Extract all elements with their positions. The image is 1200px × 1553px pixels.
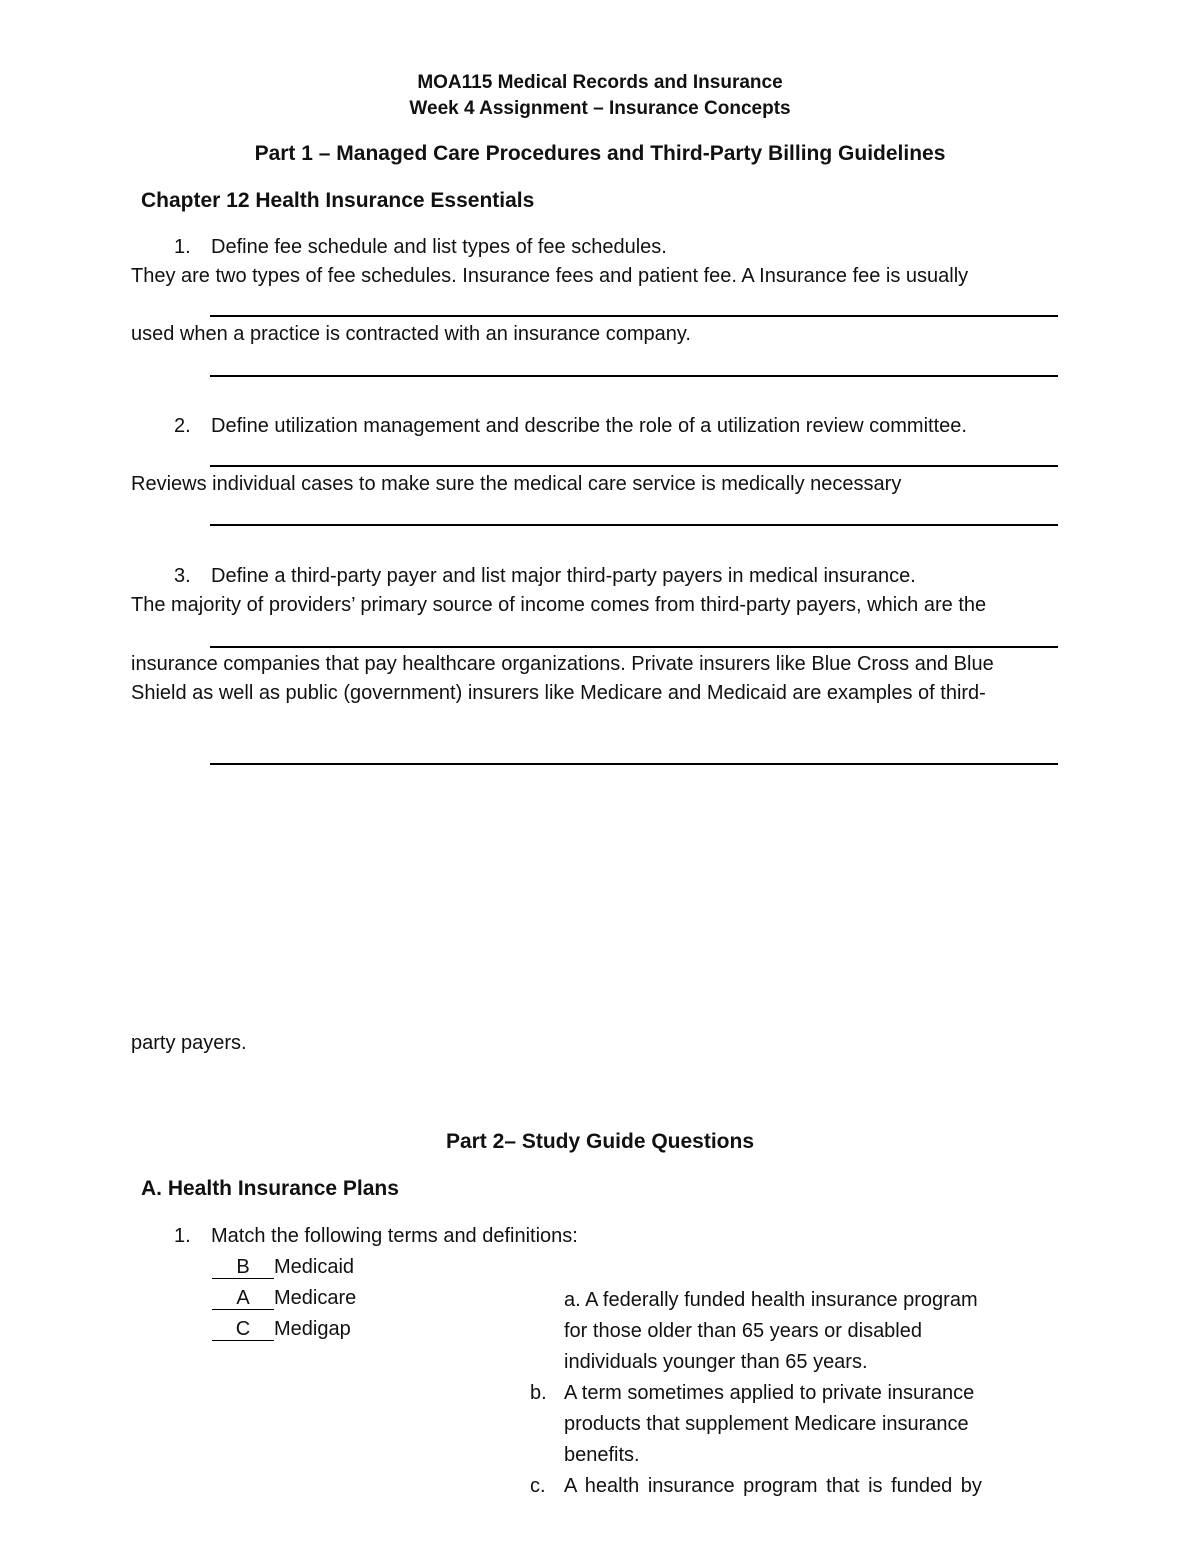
match-term: Medigap xyxy=(274,1318,351,1340)
answer-rule xyxy=(210,315,1058,317)
question-2-number: 2. xyxy=(174,415,191,437)
question-2-text: Define utilization management and describe the role of a utilization review committee. xyxy=(211,415,967,437)
answer-rule xyxy=(210,524,1058,526)
match-term: Medicaid xyxy=(274,1256,355,1278)
answer-1-line-2: used when a practice is contracted with an insurance company. xyxy=(131,323,691,345)
assignment-title: Week 4 Assignment – Insurance Concepts xyxy=(409,98,791,119)
definition-a-label: a. xyxy=(564,1289,581,1311)
definition-b-line-2: products that supplement Medicare insurance xyxy=(564,1413,969,1435)
definition-a-line-3: individuals younger than 65 years. xyxy=(564,1351,868,1373)
chapter-heading: Chapter 12 Health Insurance Essentials xyxy=(141,189,535,212)
part2-question-number: 1. xyxy=(174,1225,191,1247)
answer-3-line-2: insurance companies that pay healthcare organizations. Private insurers like Blue Cross and Blue xyxy=(131,653,994,675)
definition-c-line-1: A health insurance program that is funded by xyxy=(564,1475,982,1497)
definition-a-line-2: for those older than 65 years or disabled xyxy=(564,1320,922,1342)
question-3-text: Define a third-party payer and list major third-party payers in medical insurance. xyxy=(211,565,916,587)
answer-3-line-4: party payers. xyxy=(131,1032,247,1054)
match-answer-blank[interactable]: A xyxy=(212,1287,274,1310)
match-row xyxy=(212,1256,354,1279)
definition-b-label: b. xyxy=(530,1382,547,1404)
course-title: MOA115 Medical Records and Insurance xyxy=(417,72,783,93)
part1-title: Part 1 – Managed Care Procedures and Third-Party Billing Guidelines xyxy=(254,142,946,165)
question-1-text: Define fee schedule and list types of fee schedules. xyxy=(211,236,667,258)
match-answer-blank[interactable]: C xyxy=(212,1318,274,1341)
definition-b-line-1: A term sometimes applied to private insurance xyxy=(564,1382,975,1404)
answer-3-line-1: The majority of providers’ primary source of income comes from third-party payers, which are the xyxy=(131,594,987,616)
definition-a-line-1: a. A federally funded health insurance program xyxy=(564,1289,978,1311)
section-heading: A. Health Insurance Plans xyxy=(141,1177,399,1200)
match-row xyxy=(212,1287,356,1310)
answer-2-line-1: Reviews individual cases to make sure the medical care service is medically necessary xyxy=(131,473,902,495)
question-3-number: 3. xyxy=(174,565,191,587)
match-row xyxy=(212,1318,351,1341)
definition-b-line-3: benefits. xyxy=(564,1444,640,1466)
part2-title: Part 2– Study Guide Questions xyxy=(445,1130,755,1153)
answer-rule xyxy=(210,465,1058,467)
answer-rule xyxy=(210,375,1058,377)
answer-1-line-1: They are two types of fee schedules. Insurance fees and patient fee. A Insurance fee is usually xyxy=(131,265,969,287)
part2-question-text: Match the following terms and definitions: xyxy=(211,1225,578,1247)
question-1-number: 1. xyxy=(174,236,191,258)
answer-3-line-3: Shield as well as public (government) insurers like Medicare and Medicaid are examples of third- xyxy=(131,682,986,704)
match-answer-blank[interactable]: B xyxy=(212,1256,274,1279)
answer-rule xyxy=(210,646,1058,648)
match-term: Medicare xyxy=(274,1287,357,1309)
definition-c-label: c. xyxy=(530,1475,546,1497)
answer-rule xyxy=(210,763,1058,765)
